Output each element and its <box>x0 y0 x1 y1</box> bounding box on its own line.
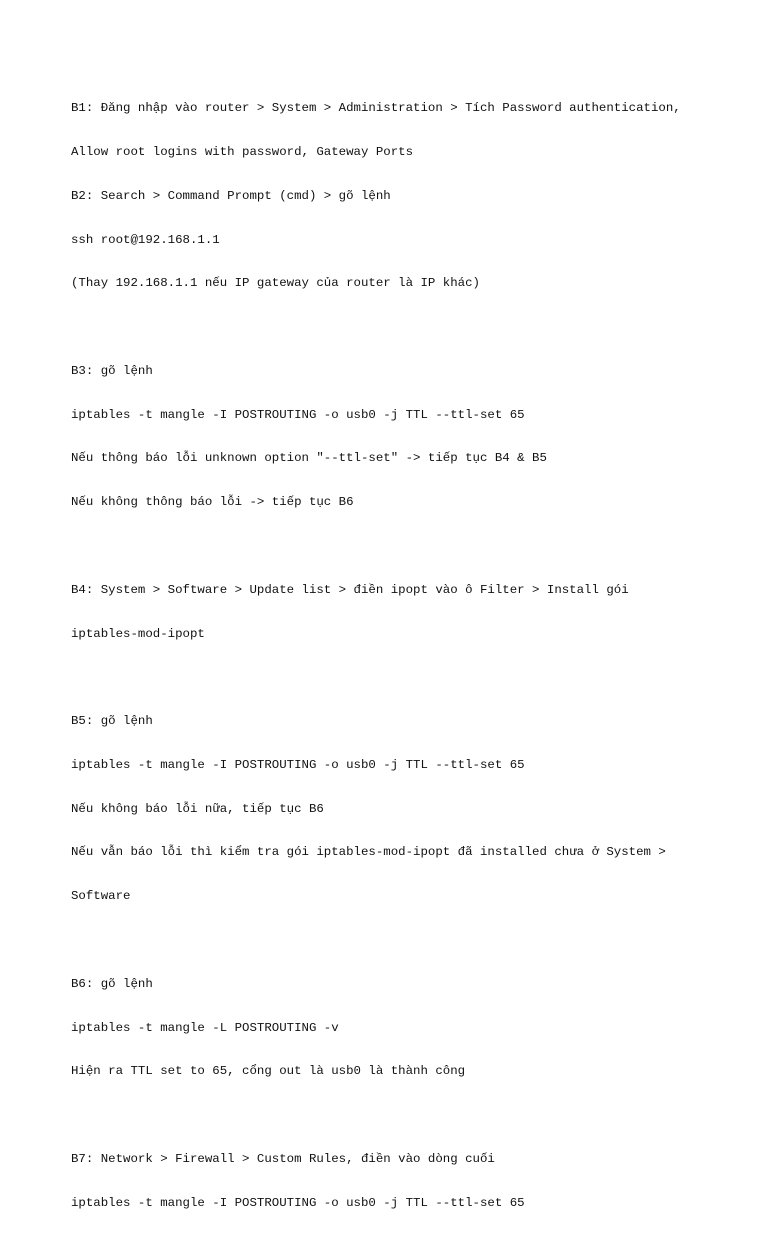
text-line: Software <box>71 889 131 904</box>
text-line: B7: Network > Firewall > Custom Rules, điền vào dòng cuối <box>71 1151 495 1166</box>
text-line: Hiện ra TTL set to 65, cổng out là usb0 là thành công <box>71 1064 466 1079</box>
text-line: Nếu thông báo lỗi unknown option "--ttl-set" -> tiếp tục B4 & B5 <box>71 451 547 466</box>
text-line: iptables -t mangle -I POSTROUTING -o usb0 -j TTL --ttl-set 65 <box>71 1195 525 1210</box>
text-line: B2: Search > Command Prompt (cmd) > gõ lệnh <box>71 188 391 203</box>
text-line: Nếu không báo lỗi nữa, tiếp tục B6 <box>71 801 324 816</box>
text-line: B6: gõ lệnh <box>71 976 153 991</box>
paragraph-b6 <box>71 948 731 1109</box>
paragraph-b3 <box>71 335 731 539</box>
text-line: iptables -t mangle -I POSTROUTING -o usb0 -j TTL --ttl-set 65 <box>71 757 525 772</box>
text-line: (Thay 192.168.1.1 nếu IP gateway của router là IP khác) <box>71 276 480 291</box>
text-line: ssh root@192.168.1.1 <box>71 232 220 247</box>
paragraph-b5 <box>71 685 731 933</box>
text-line: B4: System > Software > Update list > điền ipopt vào ô Filter > Install gói <box>71 582 629 597</box>
paragraph-b4 <box>71 554 731 671</box>
text-line: iptables -t mangle -L POSTROUTING -v <box>71 1020 339 1035</box>
text-line: Nếu vẫn báo lỗi thì kiểm tra gói iptables-mod-ipopt đã installed chưa ở System > <box>71 845 666 860</box>
text-line: Allow root logins with password, Gateway Ports <box>71 144 414 159</box>
text-line: Nếu không thông báo lỗi -> tiếp tục B6 <box>71 495 354 510</box>
text-line: B5: gõ lệnh <box>71 714 153 729</box>
paragraph-b1-b2 <box>71 72 731 320</box>
text-line: B3: gõ lệnh <box>71 363 153 378</box>
document-page <box>71 72 731 1254</box>
text-line: B1: Đăng nhập vào router > System > Administration > Tích Password authentication, <box>71 101 681 116</box>
paragraph-b7 <box>71 1123 731 1240</box>
text-line: iptables -t mangle -I POSTROUTING -o usb0 -j TTL --ttl-set 65 <box>71 407 525 422</box>
text-line: iptables-mod-ipopt <box>71 626 205 641</box>
